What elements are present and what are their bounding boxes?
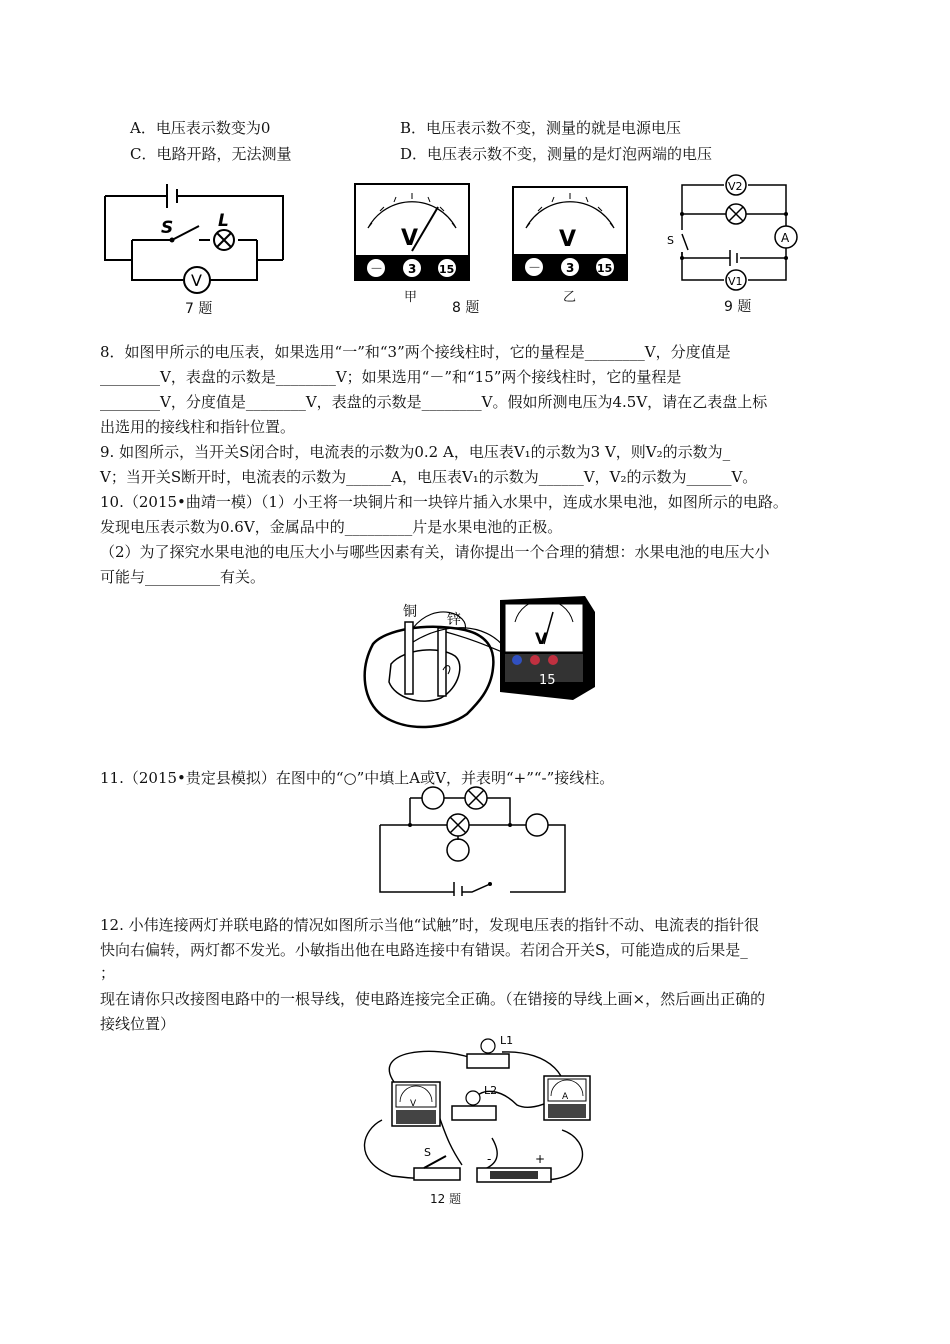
q7-option-c: C．电路开路，无法测量 xyxy=(130,145,292,163)
q10-line-2: 发现电压表示数为0.6V，金属品中的_________片是水果电池的正极。 xyxy=(100,518,563,536)
q9-line-1: 9. 如图所示，当开关S闭合时，电流表的示数为0.2 A，电压表V₁的示数为3 V，则V₂的示数为_ xyxy=(100,443,731,461)
fig9-ammeter-label: A xyxy=(781,231,790,245)
fig12-l1-label: L1 xyxy=(500,1034,514,1047)
q8-line-3: ________V，分度值是________V，表盘的示数是________V。假如所测电压为4.5V，请在乙表盘上标 xyxy=(100,393,768,411)
q8-line-2: ________V，表盘的示数是________V；如果选用“－”和“15”两个接线柱时，它的量程是 xyxy=(100,368,682,386)
meter-jia-v: V xyxy=(401,226,419,251)
q10-line-3: （2）为了探究水果电池的电压大小与哪些因素有关，请你提出一个合理的猜想：水果电池的电压大小 xyxy=(100,543,770,561)
q9-line-2: V；当开关S断开时，电流表的示数为______A，电压表V₁的示数为______V，V₂的示数为______V。 xyxy=(100,468,758,486)
fig9-caption: 9 题 xyxy=(724,299,752,315)
q11-line-1: 11.（2015•贵定县模拟）在图中的“○”中填上A或V，并表明“+”“-”接线柱。 xyxy=(100,769,615,787)
q12-line-1: 12. 小伟连接两灯并联电路的情况如图所示当他“试触”时，发现电压表的指针不动、电流表的指针很 xyxy=(100,916,759,934)
fig12-battery-minus: - xyxy=(487,1152,492,1166)
fig7-switch-label: S xyxy=(161,218,174,238)
figure-10-fruit-battery xyxy=(355,592,600,737)
fig8-caption: 8 题 xyxy=(452,300,480,316)
figure-11-circuit xyxy=(372,784,572,896)
q8-line-1: 8．如图甲所示的电压表，如果选用“一”和“3”两个接线柱时，它的量程是________V，分度值是 xyxy=(100,343,731,361)
fig12-voltmeter-v: V xyxy=(410,1099,417,1109)
meter-yi-terminal-3: 3 xyxy=(566,261,575,275)
figure-8-meter-yi xyxy=(512,186,628,282)
q12-line-2: 快向右偏转，两灯都不发光。小敏指出他在电路连接中有错误。若闭合开关S，可能造成的后果是_ xyxy=(100,941,748,959)
meter-yi-v: V xyxy=(559,227,577,252)
fig8-jia-label: 甲 xyxy=(404,290,418,305)
fig9-v1-label: V1 xyxy=(728,275,743,288)
q12-line-3: ； xyxy=(100,964,116,982)
fig7-caption: 7 题 xyxy=(185,301,213,317)
figure-7-circuit xyxy=(95,178,295,318)
fig7-lamp-label: L xyxy=(218,211,229,231)
meter-yi-terminal-15: 15 xyxy=(597,262,613,275)
q7-option-d: D．电压表示数不变，测量的是灯泡两端的电压 xyxy=(400,145,713,163)
figure-9-circuit xyxy=(664,172,809,292)
q8-line-4: 出选用的接线柱和指针位置。 xyxy=(100,418,296,436)
meter-jia-terminal-minus: － xyxy=(370,262,384,277)
fig10-meter-v: V xyxy=(535,629,548,648)
fig9-v2-label: V2 xyxy=(728,180,743,193)
meter-jia-terminal-3: 3 xyxy=(408,262,417,276)
q10-line-1: 10.（2015•曲靖一模）（1）小王将一块铜片和一块锌片插入水果中，连成水果电池，如图所示的电路。 xyxy=(100,493,788,511)
fig7-voltmeter-label: V xyxy=(191,271,202,290)
fig12-caption: 12 题 xyxy=(430,1192,462,1206)
meter-jia-terminal-15: 15 xyxy=(439,263,455,276)
fig12-ammeter-a: A xyxy=(562,1092,569,1102)
fig12-l2-label: L2 xyxy=(484,1084,498,1097)
q7-option-a: A．电压表示数变为0 xyxy=(130,119,271,137)
fig12-battery-plus: + xyxy=(535,1152,546,1166)
q12-line-5: 接线位置） xyxy=(100,1015,176,1033)
fig9-switch-label: S xyxy=(667,234,674,247)
figure-8-meter-jia xyxy=(354,183,470,283)
figure-12-apparatus xyxy=(352,1030,602,1190)
fig10-copper-label: 铜 xyxy=(403,604,417,620)
q12-line-4: 现在请你只改接图电路中的一根导线，使电路连接完全正确。（在错接的导线上画×，然后画出正确的 xyxy=(100,990,766,1008)
fig10-zinc-label: 锌 xyxy=(447,612,461,628)
fig10-terminal-15: 15 xyxy=(539,673,556,688)
q10-line-4: 可能与__________有关。 xyxy=(100,568,266,586)
meter-yi-terminal-minus: － xyxy=(528,261,542,276)
fig12-switch-label: S xyxy=(424,1146,431,1159)
q7-option-b: B．电压表示数不变，测量的就是电源电压 xyxy=(400,119,682,137)
fig8-yi-label: 乙 xyxy=(563,290,577,305)
